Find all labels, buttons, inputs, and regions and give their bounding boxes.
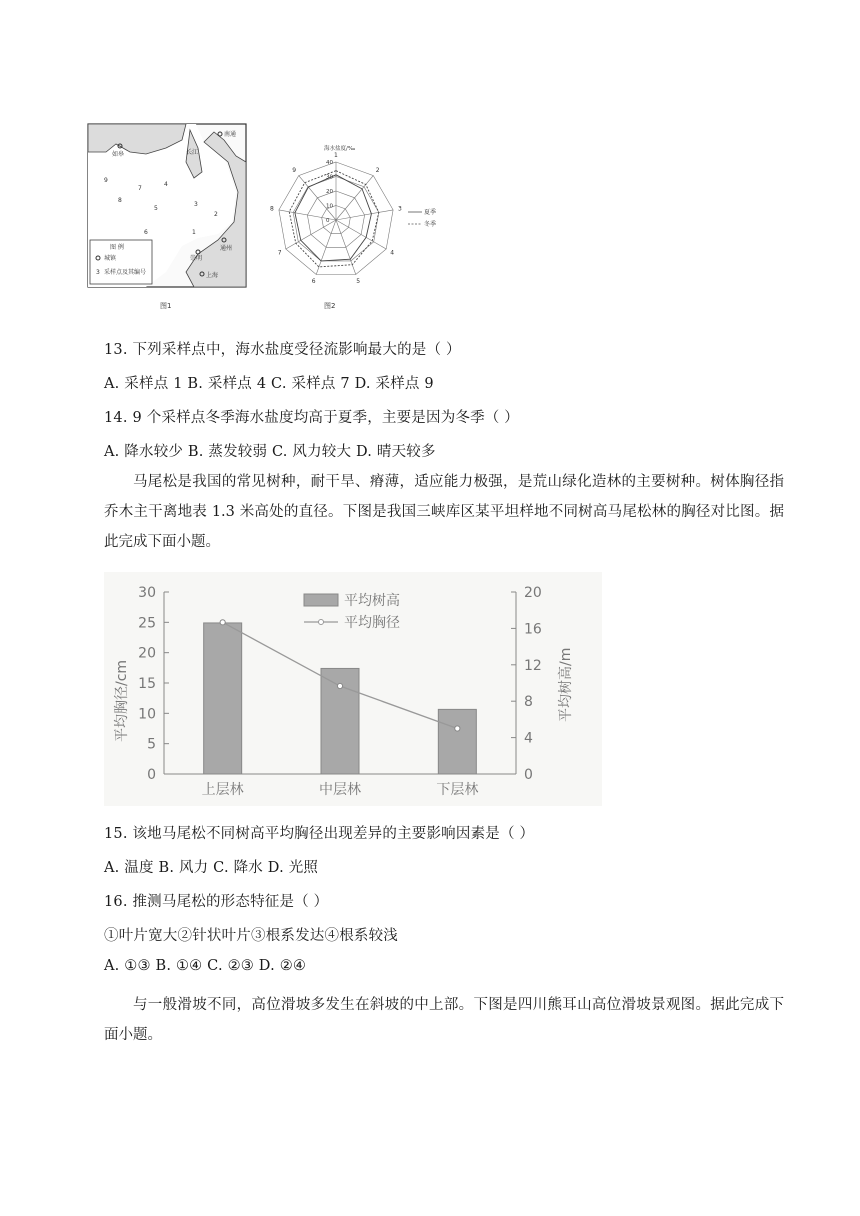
question-15-options: A. 温度 B. 风力 C. 降水 D. 光照 bbox=[104, 860, 319, 876]
city-label: 通州 bbox=[220, 245, 233, 252]
radar-tick-label: 10 bbox=[326, 203, 333, 210]
chart-bar bbox=[204, 623, 242, 774]
chart-y-right-tick: 8 bbox=[524, 694, 533, 711]
sample-point-label: 5 bbox=[154, 205, 158, 212]
question-16-items: ①叶片宽大②针状叶片③根系发达④根系较浅 bbox=[104, 928, 398, 944]
chart-category-label: 中层林 bbox=[319, 782, 361, 798]
figure1-caption: 图1 bbox=[160, 302, 172, 310]
chart-category-label: 上层林 bbox=[201, 782, 244, 798]
legend-title: 图 例 bbox=[110, 244, 124, 251]
radar-tick-label: 40 bbox=[326, 160, 333, 166]
passage-masson-pine: 马尾松是我国的常见树种，耐干旱、瘠薄，适应能力极强，是荒山绿化造林的主要树种。树体胸径指乔木主干离地表 1.3 米高处的直径。下图是我国三峡库区某平坦样地不同树高马尾松林的胸径对比图。据此完成下面小题。 bbox=[104, 474, 784, 550]
sample-point-label: 6 bbox=[144, 229, 148, 236]
chart-y-right-tick: 0 bbox=[524, 767, 533, 783]
sample-point-label: 9 bbox=[104, 177, 108, 184]
question-14-stem: 14. 9 个采样点冬季海水盐度均高于夏季，主要是因为冬季（ ） bbox=[104, 410, 520, 426]
radar-tick-label: 20 bbox=[326, 189, 333, 195]
radar-spoke-label: 5 bbox=[356, 278, 361, 286]
river-label: 长江 bbox=[186, 149, 199, 156]
question-14-options: A. 降水较少 B. 蒸发较弱 C. 风力较大 D. 晴天较多 bbox=[104, 444, 436, 460]
radar-spoke-label: 6 bbox=[311, 278, 316, 286]
figure1-map bbox=[86, 122, 250, 314]
radar-series-summer bbox=[295, 175, 372, 261]
tree-dbh-chart bbox=[104, 572, 602, 806]
legend-city: 城镇 bbox=[104, 255, 117, 262]
chart-line-point bbox=[220, 620, 225, 625]
radar-legend-summer: 夏季 bbox=[424, 209, 437, 216]
radar-spoke-label: 3 bbox=[398, 205, 402, 213]
legend-sample: 采样点及其编号 bbox=[104, 269, 147, 276]
radar-legend-winter: 冬季 bbox=[424, 221, 437, 228]
sample-point-label: 4 bbox=[164, 181, 168, 188]
passage-landslide: 与一般滑坡不同，高位滑坡多发生在斜坡的中上部。下图是四川熊耳山高位滑坡景观图。据此完成下面小题。 bbox=[104, 997, 784, 1043]
question-16-stem: 16. 推测马尾松的形态特征是（ ） bbox=[104, 894, 329, 910]
figure2-caption: 图2 bbox=[324, 302, 336, 310]
chart-y-right-tick: 16 bbox=[524, 621, 542, 638]
city-label: 如皋 bbox=[112, 151, 125, 158]
chart-legend-dbh: 平均胸径 bbox=[344, 615, 400, 631]
city-label: 崇明 bbox=[190, 255, 203, 262]
sample-point-label: 3 bbox=[194, 201, 198, 208]
chart-legend-height: 平均树高 bbox=[344, 593, 400, 609]
radar-axis-title: 海水盐度/‰ bbox=[324, 146, 356, 152]
radar-spoke-label: 7 bbox=[277, 249, 282, 257]
question-13-options: A. 采样点 1 B. 采样点 4 C. 采样点 7 D. 采样点 9 bbox=[104, 376, 434, 392]
svg-text:3: 3 bbox=[96, 269, 100, 276]
chart-y-right-label: 平均树高/m bbox=[558, 647, 574, 722]
radar-tick-label: 0 bbox=[326, 218, 330, 224]
radar-spoke bbox=[299, 176, 336, 220]
chart-line-point bbox=[455, 726, 460, 731]
radar-spoke bbox=[336, 176, 373, 220]
city-label: 上海 bbox=[206, 272, 219, 279]
question-15-stem: 15. 该地马尾松不同树高平均胸径出现差异的主要影响因素是（ ） bbox=[104, 826, 535, 842]
city-label: 南通 bbox=[224, 131, 237, 138]
chart-y-left-tick: 25 bbox=[138, 615, 156, 632]
radar-spoke-label: 2 bbox=[375, 167, 380, 175]
chart-bar bbox=[438, 709, 476, 774]
figure2-radar bbox=[272, 140, 452, 314]
radar-spoke-label: 8 bbox=[270, 205, 274, 213]
sample-point-label: 8 bbox=[118, 197, 122, 204]
chart-y-right-tick: 12 bbox=[524, 657, 542, 674]
chart-y-left-tick: 20 bbox=[138, 645, 156, 662]
radar-spoke-label: 1 bbox=[334, 152, 338, 159]
radar-tick-label: 30 bbox=[326, 174, 333, 181]
chart-y-left-tick: 0 bbox=[147, 767, 156, 783]
chart-y-left-tick: 15 bbox=[138, 676, 156, 692]
question-16-options: A. ①③ B. ①④ C. ②③ D. ②④ bbox=[104, 958, 307, 974]
radar-spoke bbox=[336, 210, 393, 220]
radar-spoke-label: 4 bbox=[390, 249, 395, 257]
radar-spoke bbox=[286, 220, 336, 249]
chart-line-point bbox=[337, 683, 342, 688]
radar-spoke-label: 9 bbox=[292, 167, 297, 175]
chart-y-left-tick: 30 bbox=[138, 585, 156, 601]
sample-point-label: 2 bbox=[214, 211, 218, 218]
chart-y-right-tick: 4 bbox=[524, 730, 533, 747]
question-13-stem: 13. 下列采样点中，海水盐度受径流影响最大的是（ ） bbox=[104, 342, 461, 358]
chart-category-label: 下层林 bbox=[436, 782, 479, 798]
sample-point-label: 1 bbox=[192, 229, 196, 236]
sample-point-label: 7 bbox=[138, 185, 142, 192]
chart-y-left-tick: 10 bbox=[138, 706, 156, 723]
chart-y-left-label: 平均胸径/cm bbox=[114, 659, 130, 742]
chart-y-right-tick: 20 bbox=[524, 585, 542, 601]
chart-y-left-tick: 5 bbox=[147, 736, 156, 753]
